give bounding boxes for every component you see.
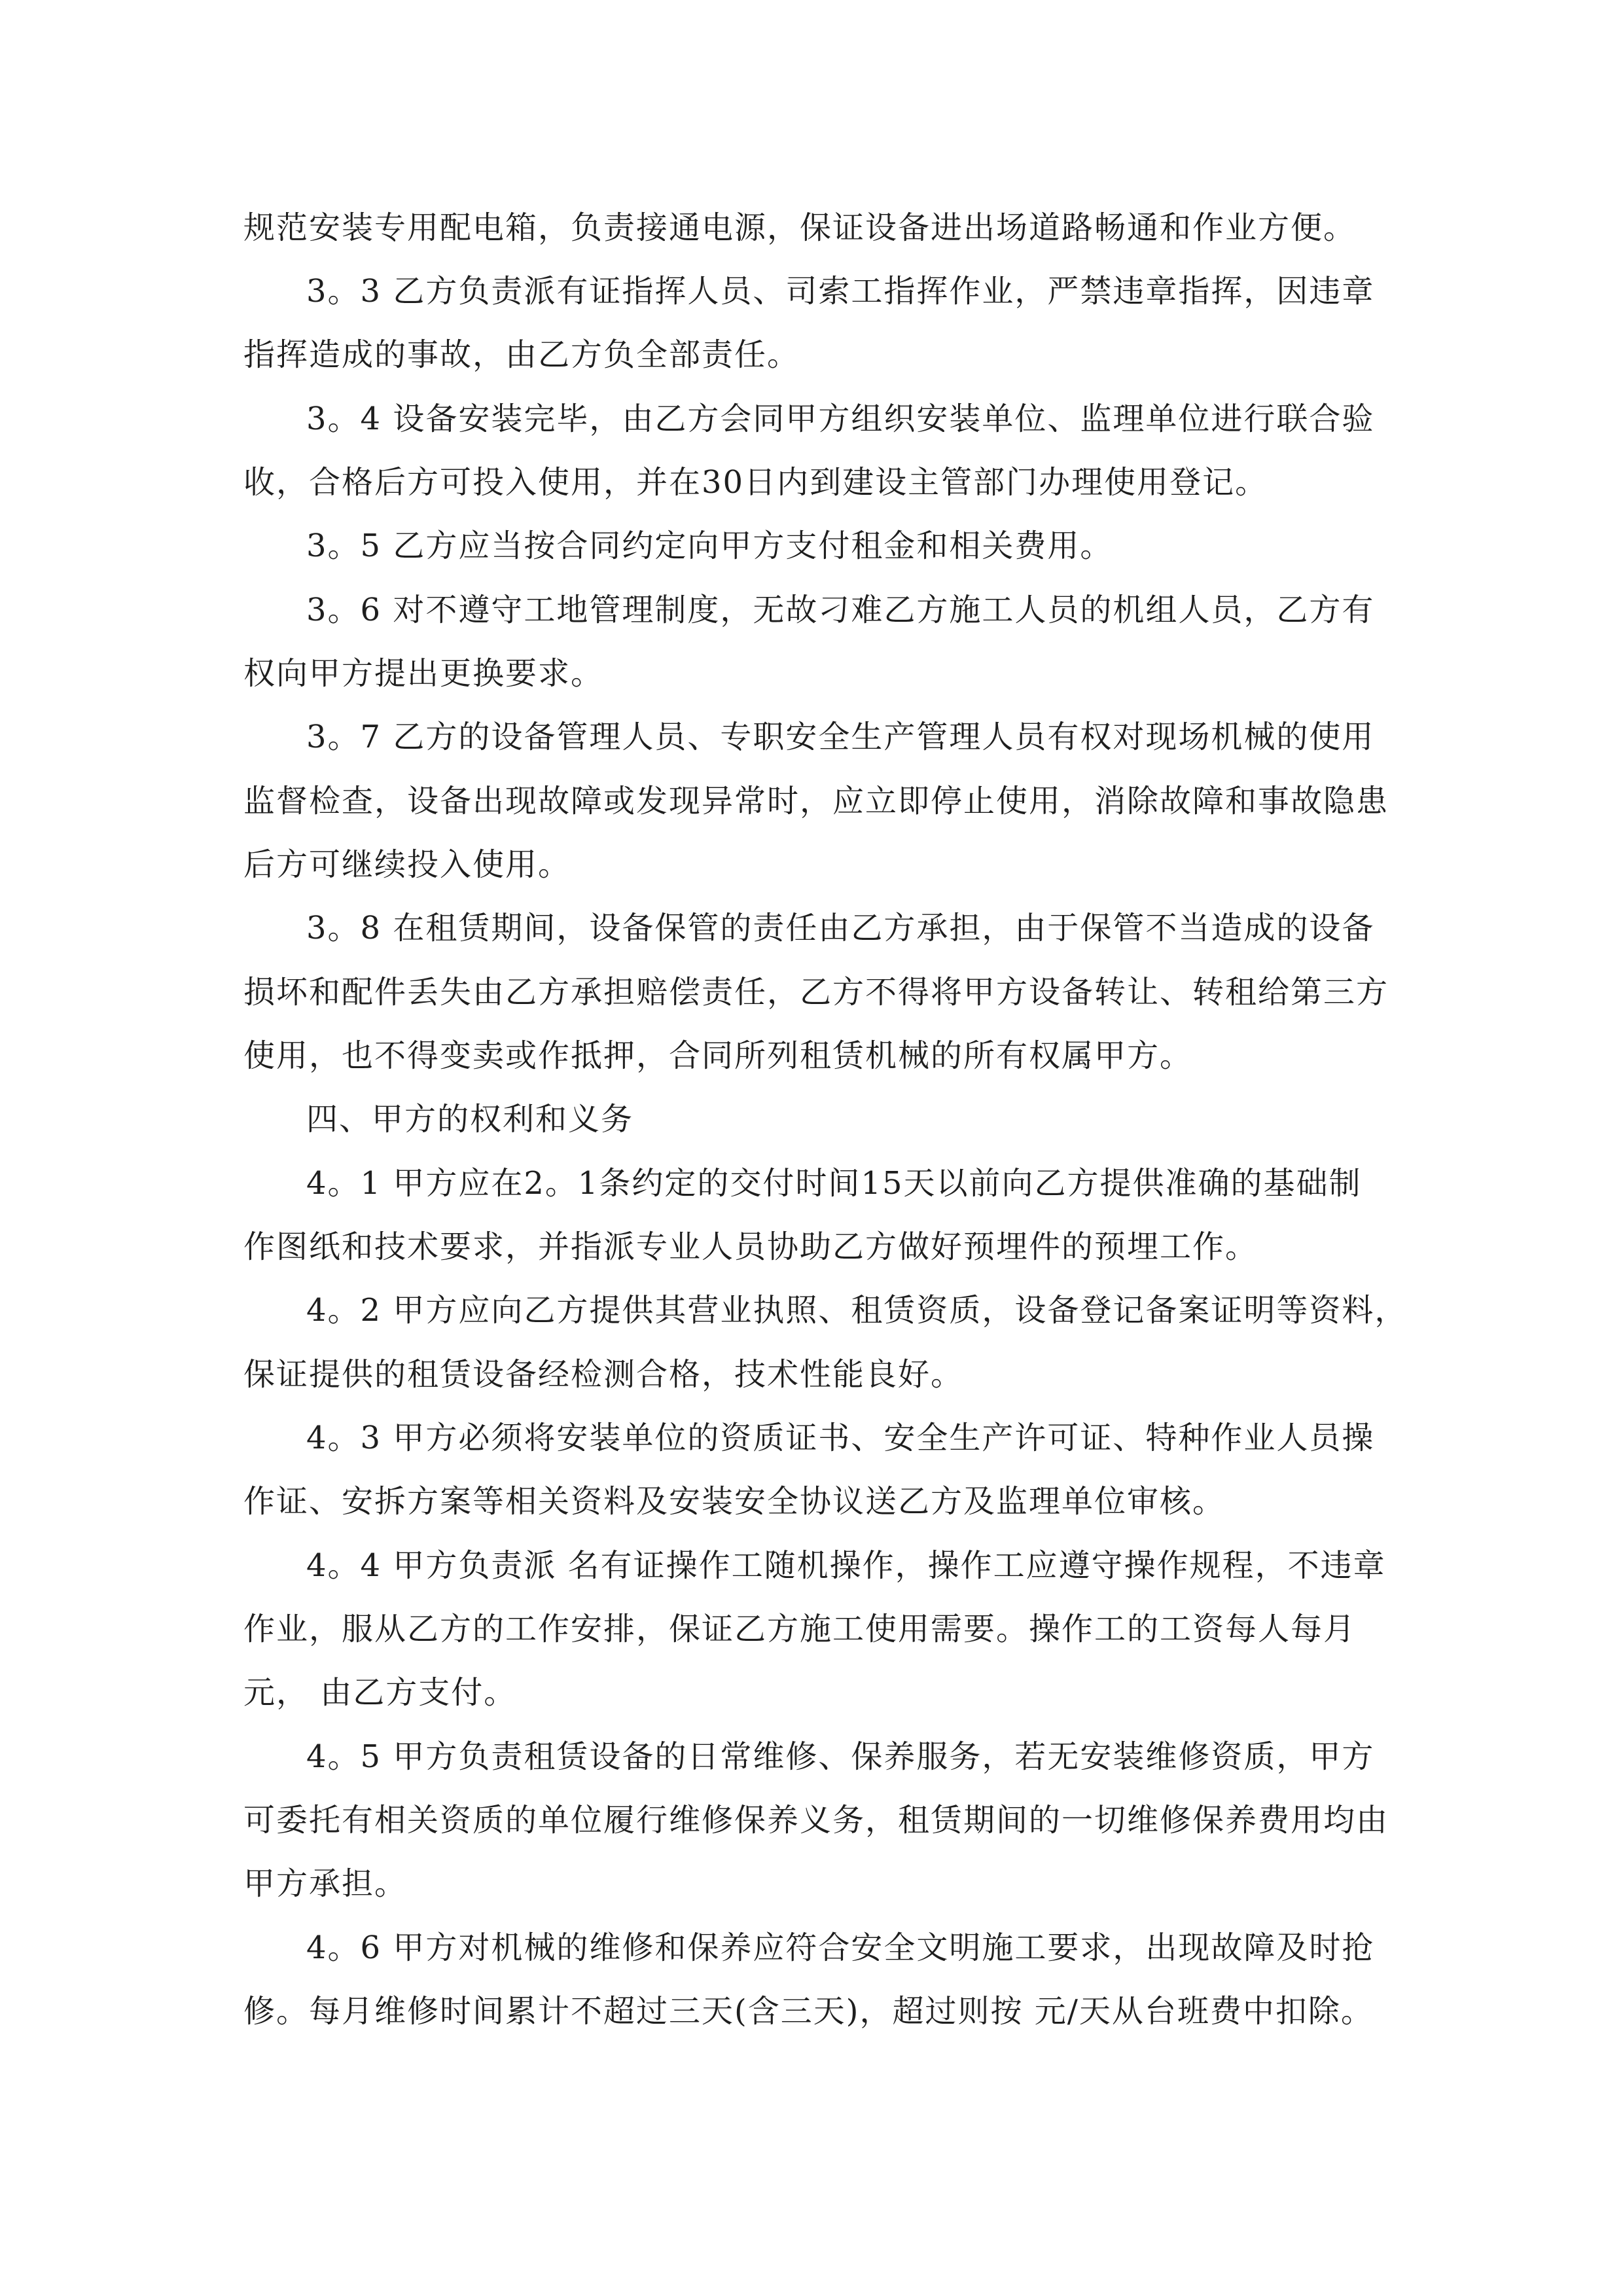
- text-line: 指挥造成的事故，由乙方负全部责任。: [243, 336, 800, 373]
- text-line: 3。6 对不遵守工地管理制度，无故刁难乙方施工人员的机组人员，乙方有: [306, 592, 1375, 628]
- text-line: 4。3 甲方必须将安装单位的资质证书、安全生产许可证、特种作业人员操: [306, 1420, 1375, 1456]
- text-line: 作证、安拆方案等相关资料及安装安全协议送乙方及监理单位审核。: [243, 1483, 1226, 1520]
- text-line: 作业，服从乙方的工作安排，保证乙方施工使用需要。操作工的工资每人每月: [243, 1611, 1357, 1647]
- text-line: 收，合格后方可投入使用，并在30日内到建设主管部门办理使用登记。: [243, 464, 1268, 501]
- text-line: 3。8 在租赁期间，设备保管的责任由乙方承担，由于保管不当造成的设备: [306, 910, 1375, 946]
- text-line: 4。2 甲方应向乙方提供其营业执照、租赁资质，设备登记备案证明等资料，: [306, 1292, 1408, 1329]
- text-line: 后方可继续投入使用。: [243, 846, 571, 883]
- text-line: 修。每月维修时间累计不超过三天(含三天)，超过则按 元/天从台班费中扣除。: [243, 1993, 1374, 2030]
- text-line: 3。3 乙方负责派有证指挥人员、司索工指挥作业，严禁违章指挥，因违章: [306, 273, 1375, 310]
- text-line: 作图纸和技术要求，并指派专业人员协助乙方做好预埋件的预埋工作。: [243, 1229, 1258, 1265]
- text-line: 监督检查，设备出现故障或发现异常时，应立即停止使用，消除故障和事故隐患: [243, 783, 1389, 819]
- text-line: 权向甲方提出更换要求。: [243, 655, 604, 692]
- text-line: 4。1 甲方应在2。1条约定的交付时间15天以前向乙方提供准确的基础制: [306, 1165, 1362, 1202]
- text-line: 3。5 乙方应当按合同约定向甲方支付租金和相关费用。: [306, 528, 1113, 564]
- text-line: 甲方承担。: [243, 1865, 408, 1902]
- text-line: 3。4 设备安装完毕，由乙方会同甲方组织安装单位、监理单位进行联合验: [306, 401, 1375, 437]
- text-line: 4。6 甲方对机械的维修和保养应符合安全文明施工要求，出现故障及时抢: [306, 1929, 1375, 1966]
- text-line: 可委托有相关资质的单位履行维修保养义务，租赁期间的一切维修保养费用均由: [243, 1802, 1389, 1839]
- text-line: 4。4 甲方负责派 名有证操作工随机操作，操作工应遵守操作规程，不违章: [306, 1547, 1386, 1584]
- text-line: 损坏和配件丢失由乙方承担赔偿责任，乙方不得将甲方设备转让、转租给第三方: [243, 974, 1389, 1011]
- text-line: 规范安装专用配电箱，负责接通电源，保证设备进出场道路畅通和作业方便。: [243, 209, 1357, 246]
- text-line: 4。5 甲方负责租赁设备的日常维修、保养服务，若无安装维修资质，甲方: [306, 1738, 1375, 1775]
- text-line: 保证提供的租赁设备经检测合格，技术性能良好。: [243, 1356, 964, 1393]
- text-line: 元， 由乙方支付。: [243, 1674, 517, 1711]
- text-line: 使用，也不得变卖或作抵押，合同所列租赁机械的所有权属甲方。: [243, 1037, 1193, 1074]
- section-heading: 四、甲方的权利和义务: [306, 1101, 634, 1138]
- text-line: 3。7 乙方的设备管理人员、专职安全生产管理人员有权对现场机械的使用: [306, 719, 1375, 755]
